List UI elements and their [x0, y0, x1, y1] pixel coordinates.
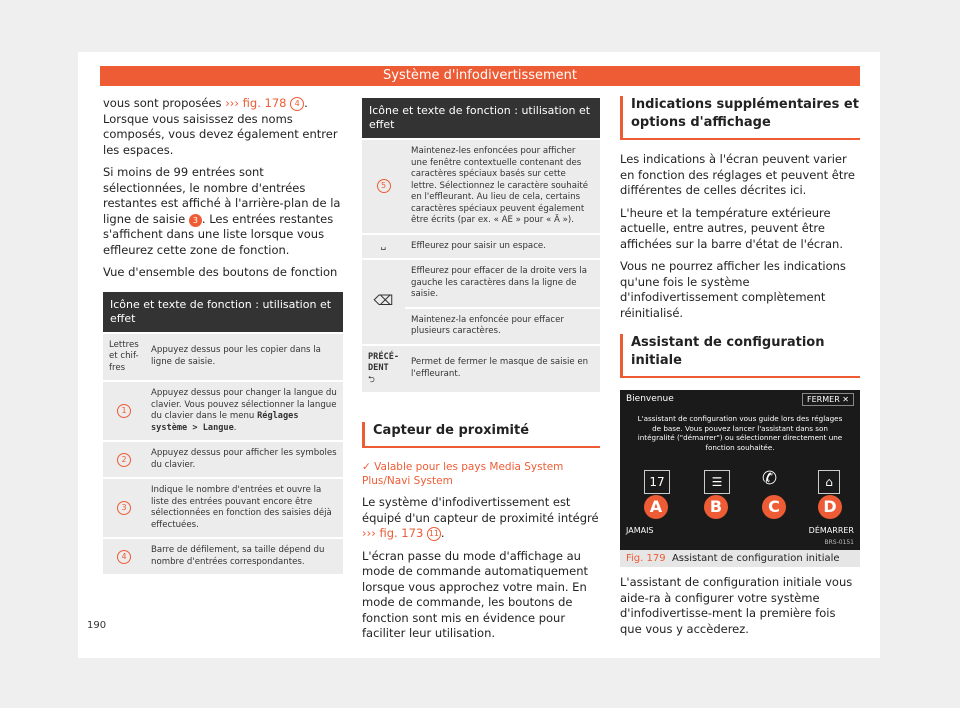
function-buttons-table-continued	[362, 96, 600, 394]
validity-note: ✓ Valable pour les pays Media System Plus/Navi System	[362, 461, 564, 487]
callout-letter-d: D	[818, 495, 842, 519]
page-number: 190	[87, 620, 107, 631]
calendar-icon[interactable]: 17	[644, 470, 670, 494]
paragraph: L'écran passe du mode d'affichage au mode de commande automatiquement lorsque vous approchez votre main. En mode de commande, les boutons de fonction sont mis en évidence pour faciliter leur utilisation.	[362, 548, 589, 640]
table-row	[103, 442, 343, 477]
table-heading: Vue d'ensemble des boutons de fonction	[103, 265, 338, 279]
function-buttons-table	[103, 290, 343, 577]
paragraph: Le système d'infodivertissement est équipé d'un capteur de proximité intégré ››› fig. 173 11 .	[362, 495, 599, 540]
list-icon[interactable]: ☰	[704, 470, 730, 494]
table-cell-text: Maintenez-la enfoncée pour effacer plusieurs caractères.	[405, 309, 600, 344]
callout-number: 4	[290, 97, 304, 111]
page-header: Système d'infodivertissement	[100, 66, 860, 86]
callout-number: 2	[117, 453, 131, 467]
table-cell-text: Indique le nombre d'entrées et ouvre la liste des entrées pouvant encore être sélectionnées en fonction des saisies déjà effectuées.	[145, 479, 343, 537]
callout-number: 11	[427, 527, 441, 541]
table-cell-text: Appuyez dessus pour les copier dans la ligne de saisie.	[145, 334, 343, 381]
close-button[interactable]: FERMER ✕	[802, 393, 854, 406]
callout-number: 5	[377, 179, 391, 193]
section-title: Capteur de proximité	[362, 422, 600, 448]
table-cell-text: Effleurez pour effacer de la droite vers la gauche les caractères dans la ligne de saisie.	[405, 260, 600, 307]
car-icon[interactable]: ⌂	[818, 470, 840, 494]
callout-number: 3	[117, 501, 131, 515]
column-1	[103, 96, 343, 576]
table-row	[362, 346, 600, 393]
figure-reference[interactable]: ››› fig. 173	[362, 526, 424, 540]
start-button[interactable]: DÉMARRER	[808, 526, 854, 535]
paragraph: L'assistant de configuration initiale vous aide-ra à configurer votre système d'infodivertisse-ment la première fois que vous y accèderez.	[620, 575, 853, 636]
table-cell-text: Appuyez dessus pour afficher les symboles du clavier.	[145, 442, 343, 477]
column-3	[620, 96, 860, 644]
table-row	[103, 479, 343, 537]
callout-letter-b: B	[704, 495, 728, 519]
table-cell-text: Barre de défilement, sa taille dépend du nombre d'entrées correspondantes.	[145, 539, 343, 574]
figure-caption: Fig. 179 Assistant de configuration initiale	[620, 550, 860, 567]
table-cell-text: Maintenez-les enfoncées pour afficher une fenêtre contextuelle contenant des caractères spéciaux basés sur cette lettre. Sélectionnez le caractère souhaité en l'effleurant. Au lieu de cela, certains caractères spéciaux peuvent également être écrits (par ex. « AE » pour « Ä »).	[405, 140, 600, 233]
phone-icon[interactable]: ✆	[762, 468, 778, 489]
table-cell-text: Effleurez pour saisir un espace.	[405, 235, 600, 259]
image-code: BRS-0151	[824, 539, 854, 546]
menu-path: Réglages système > Langue	[151, 411, 299, 433]
backspace-icon: ⌫	[362, 260, 405, 344]
table-header: Icône et texte de fonction : utilisation et effet	[103, 292, 343, 332]
table-row	[103, 539, 343, 574]
figure-reference[interactable]: ››› fig. 178	[225, 96, 287, 110]
table-row	[362, 140, 600, 233]
table-cell-text: Appuyez dessus pour changer la langue du clavier. Vous pouvez sélectionner la langue du clavier dans le menu Réglages système > Langue.	[145, 382, 343, 440]
previous-label: PRÉCÉ-DENT	[368, 351, 400, 373]
table-row	[103, 334, 343, 381]
setup-assistant-screenshot	[620, 390, 860, 550]
column-2	[362, 96, 600, 649]
paragraph: Les indications à l'écran peuvent varier en fonction des réglages et peuvent être différentes de celles décrites ici.	[620, 152, 855, 197]
space-icon: ␣	[362, 235, 405, 259]
table-row	[103, 382, 343, 440]
callout-number: 1	[117, 404, 131, 418]
back-arrow-icon: ⮌	[368, 374, 375, 385]
paragraph: L'heure et la température extérieure actuelle, entre autres, peuvent être affichées sur la barre d'état de l'écran.	[620, 205, 843, 251]
paragraph: Vous ne pourrez afficher les indications qu'une fois le système d'infodivertissement complètement réinitialisé.	[620, 259, 846, 320]
section-title: Indications supplémentaires et options d'affichage	[620, 96, 860, 140]
table-row	[362, 235, 600, 259]
paragraph: vous sont proposées ››› fig. 178 4 . Lorsque vous saisissez des noms composés, vous devez également entrer les espaces.	[103, 96, 338, 157]
screen-message: L'assistant de configuration vous guide lors des réglages de base. Vous pouvez lancer l'assistant dans son intégralité ("démarrer") ou sélectionner directement une fonction souhaitée.	[637, 414, 843, 452]
table-row	[362, 260, 600, 307]
callout-number: 3	[189, 214, 202, 227]
table-cell-text: Permet de fermer le masque de saisie en l'effleurant.	[405, 346, 600, 393]
table-cell-icon: Lettres et chif-fres	[103, 334, 145, 381]
callout-letter-c: C	[762, 495, 786, 519]
never-button[interactable]: JAMAIS	[626, 526, 654, 535]
callout-number: 4	[117, 550, 131, 564]
screen-title: Bienvenue	[626, 394, 674, 404]
paragraph: Si moins de 99 entrées sont sélectionnées, le nombre d'entrées restantes est affiché à l'arrière-plan de la ligne de saisie 3 . Les entrées restantes s'affichent dans une liste lorsque vous effleurez cette zone de fonction.	[103, 165, 341, 257]
callout-letter-a: A	[644, 495, 668, 519]
table-header: Icône et texte de fonction : utilisation et effet	[362, 98, 600, 138]
section-title: Assistant de configuration initiale	[620, 334, 860, 378]
